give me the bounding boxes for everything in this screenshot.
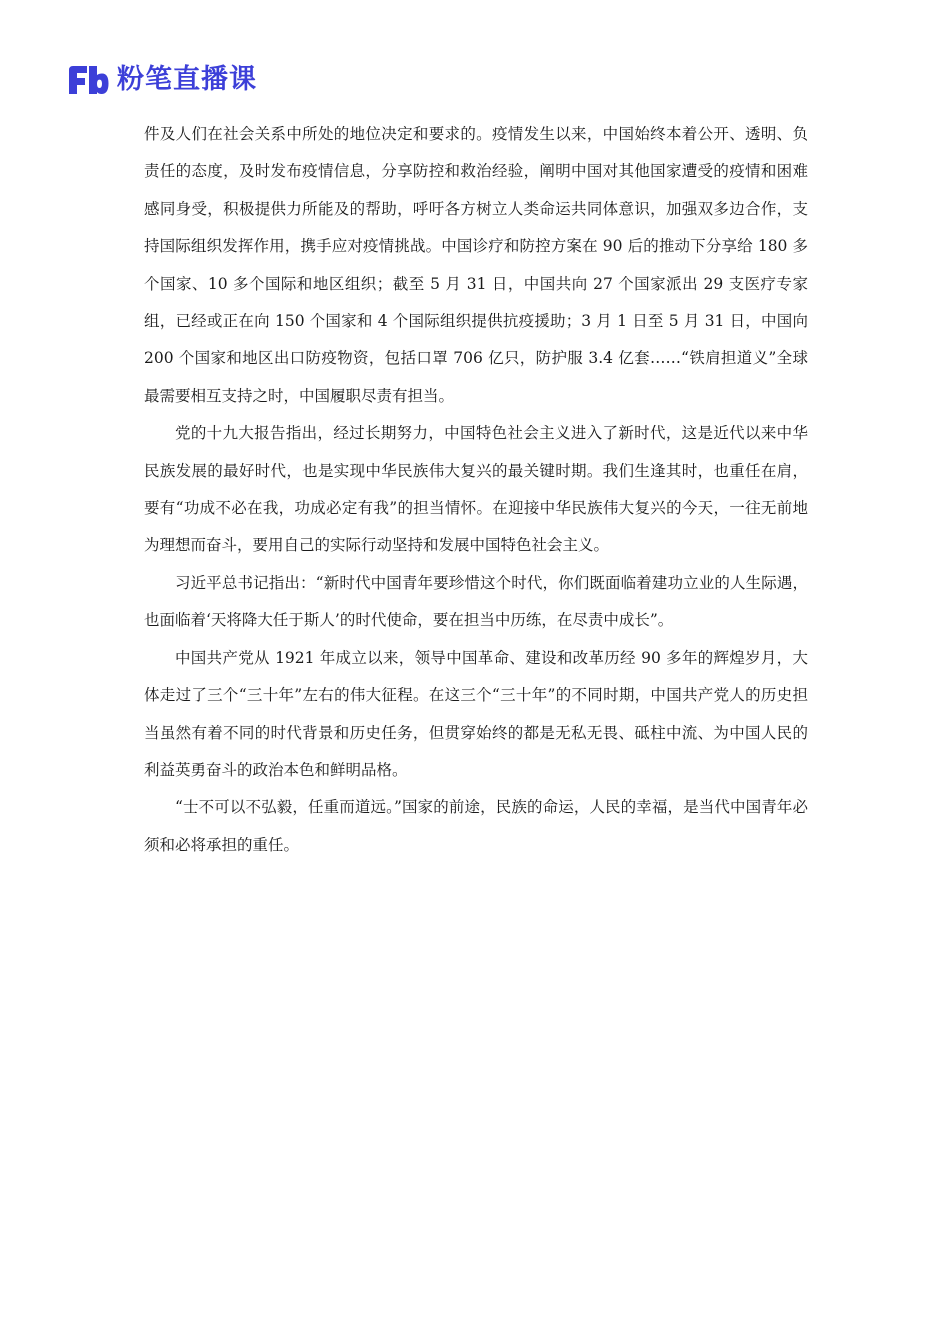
paragraph-1: 件及人们在社会关系中所处的地位决定和要求的。疫情发生以来，中国始终本着公开、透明、负责任的态度，及时发布疫情信息，分享防控和救治经验，阐明中国对其他国家遭受的疫情和困难感同身受，积极提供力所能及的帮助，呼吁各方树立人类命运共同体意识，加强双多边合作，支持国际组织发挥作用，携手应对疫情挑战。中国诊疗和防控方案在 90 后的推动下分享给 180 多个国家、10 多个国际和地区组织；截至 5 月 31 日，中国共向 27 个国家派出 29 支医疗专家组，已经或正在向 150 个国家和 4 个国际组织提供抗疫援助；3 月 1 日至 5 月 31 日，中国向 200 个国家和地区出口防疫物资，包括口罩 706 亿只，防护服 3.4 亿套……“铁肩担道义”全球最需要相互支持之时，中国履职尽责有担当。 [144, 125, 808, 405]
paragraph-5: “士不可以不弘毅，任重而道远。”国家的前途，民族的命运，人民的幸福，是当代中国青年必须和必将承担的重任。 [144, 798, 808, 854]
paragraph-3: 习近平总书记指出：“新时代中国青年要珍惜这个时代，你们既面临着建功立业的人生际遇，也面临着‘天将降大任于斯人’的时代使命，要在担当中历练，在尽责中成长”。 [144, 573, 808, 630]
brand-name: 粉笔直播课 [117, 64, 257, 95]
header-logo [66, 60, 257, 100]
document-body [144, 116, 808, 864]
paragraph-2: 党的十九大报告指出，经过长期努力，中国特色社会主义进入了新时代，这是近代以来中华民族发展的最好时代，也是实现中华民族伟大复兴的最关键时期。我们生逢其时，也重任在肩，要有“功成不必在我，功成必定有我”的担当情怀。在迎接中华民族伟大复兴的今天，一往无前地为理想而奋斗，要用自己的实际行动坚持和发展中国特色社会主义。 [144, 424, 808, 555]
paragraph-4: 中国共产党从 1921 年成立以来，领导中国革命、建设和改革历经 90 多年的辉煌岁月，大体走过了三个“三十年”左右的伟大征程。在这三个“三十年”的不同时期，中国共产党人的历史担当虽然有着不同的时代背景和历史任务，但贯穿始终的都是无私无畏、砥柱中流、为中国人民的利益英勇奋斗的政治本色和鲜明品格。 [144, 648, 808, 779]
fb-logo-icon [66, 60, 110, 100]
